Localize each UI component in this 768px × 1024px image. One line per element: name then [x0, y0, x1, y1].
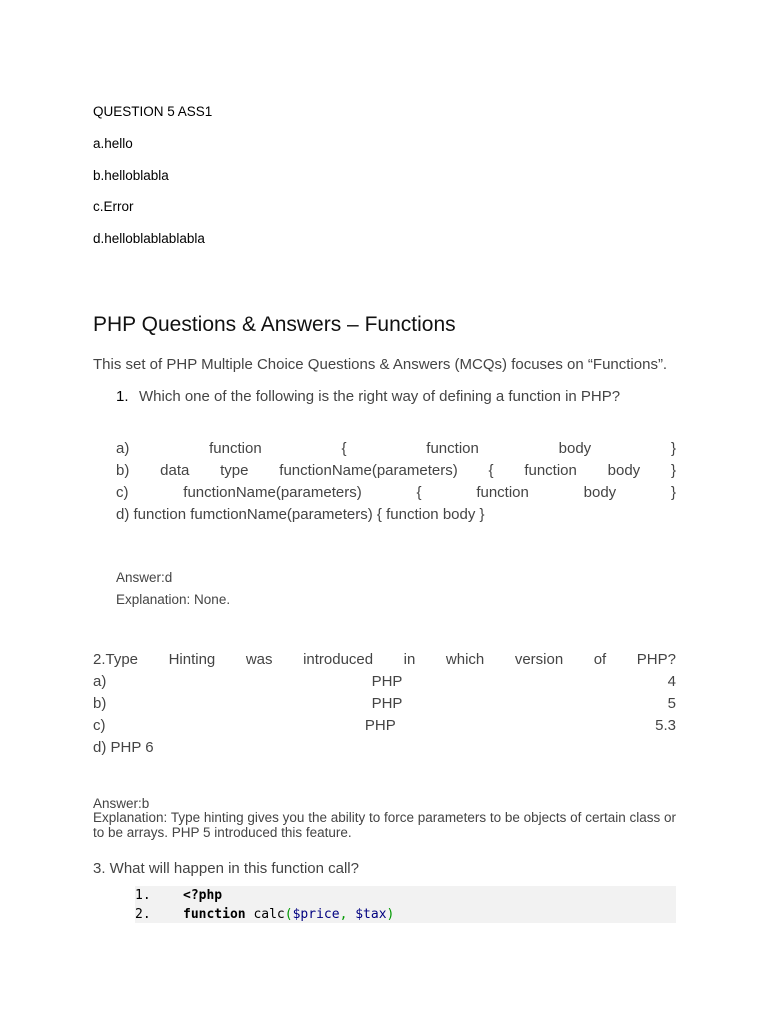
option-c: c.Error — [93, 199, 134, 214]
option-b: b.helloblabla — [93, 168, 169, 183]
q1-explanation: Explanation: None. — [116, 592, 231, 607]
option-a: a.hello — [93, 136, 133, 151]
q1-answer: Answer:d — [116, 570, 173, 585]
q2-option-c: c) PHP 5.3 — [93, 717, 676, 734]
line-number: 2. — [135, 907, 151, 922]
q1-text: Which one of the following is the right way of defining a function in PHP? — [139, 388, 621, 405]
q2-answer: Answer:b — [93, 796, 150, 811]
q1-option-d: d) function fumctionName(parameters) { function body } — [116, 506, 485, 523]
q1-option-a: a) function { function body } — [116, 440, 676, 457]
intro-text: This set of PHP Multiple Choice Questions & Answers (MCQs) focuses on “Functions”. — [93, 356, 668, 373]
q2-block — [93, 649, 676, 759]
code-line — [135, 886, 676, 905]
option-d: d.helloblablablabla — [93, 231, 205, 246]
section-heading: PHP Questions & Answers – Functions — [93, 313, 456, 336]
q2-option-b: b) PHP 5 — [93, 695, 676, 712]
q1-number: 1. — [116, 388, 129, 405]
q1-options — [116, 438, 676, 526]
q3-question: 3. What will happen in this function call? — [93, 860, 359, 877]
code-block — [135, 886, 676, 923]
q1-option-b: b) data type functionName(parameters) { function body } — [116, 462, 676, 479]
q2-option-a: a) PHP 4 — [93, 673, 676, 690]
q2-question: 2.Type Hinting was introduced in which version of PHP? — [93, 651, 676, 668]
code-line — [135, 905, 676, 924]
q1-question — [116, 388, 620, 405]
q1-option-c: c) functionName(parameters) { function body } — [116, 484, 676, 501]
q2-explanation: Explanation: Type hinting gives you the ability to force parameters to be objects of certain class or to be arrays. PHP 5 introduced this feature. — [93, 810, 676, 840]
question-title: QUESTION 5 ASS1 — [93, 104, 213, 119]
line-number: 1. — [135, 888, 151, 903]
code-text: <?php — [183, 888, 223, 903]
q2-option-d: d) PHP 6 — [93, 739, 154, 756]
code-text: function calc($price, $tax) — [183, 907, 395, 922]
